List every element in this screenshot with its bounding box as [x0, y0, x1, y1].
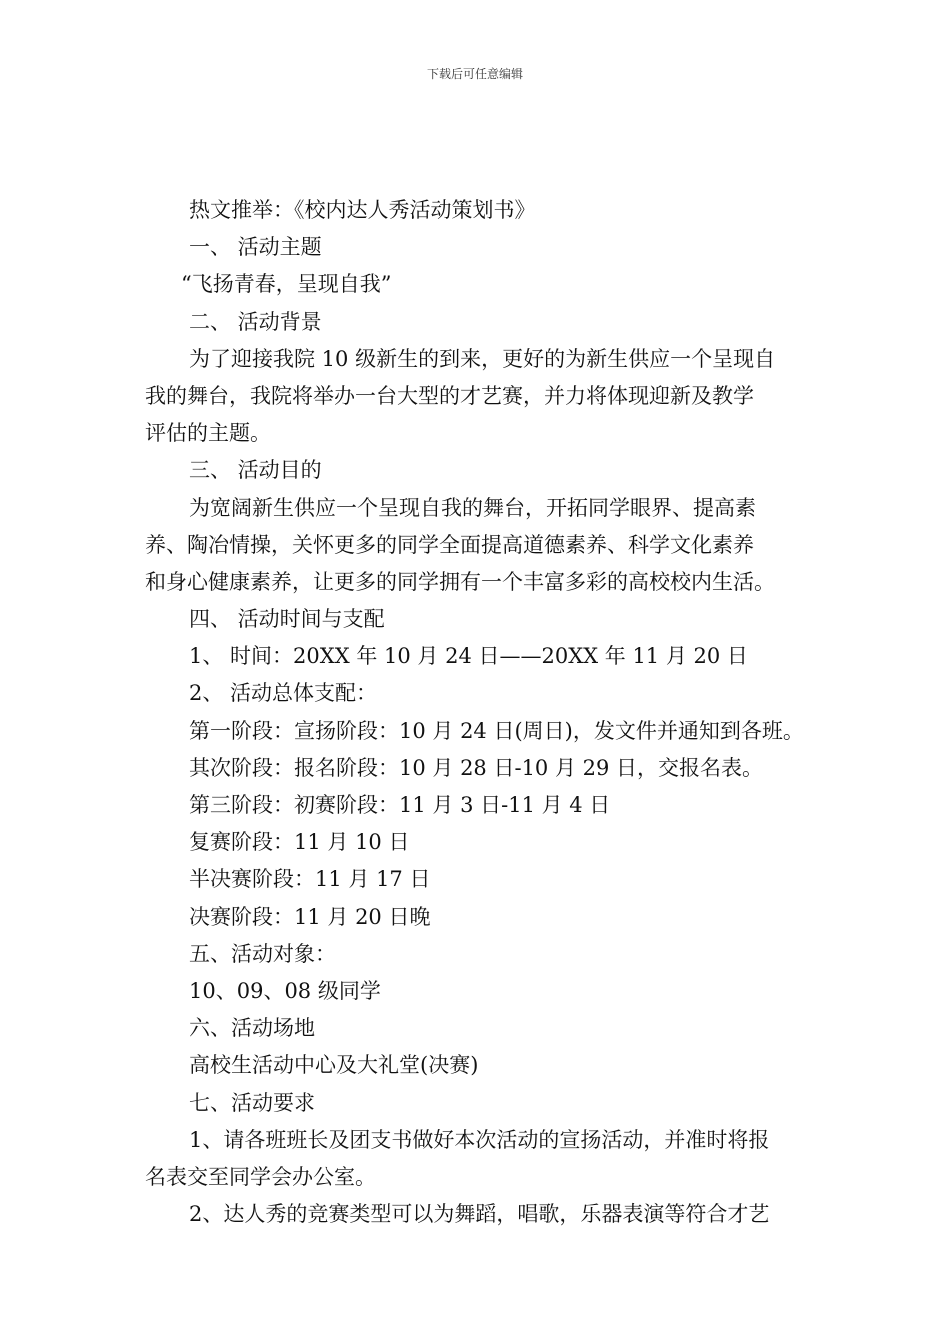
section-heading-background: 二、 活动背景	[189, 309, 322, 334]
requirement-paragraph-line: 2、达人秀的竞赛类型可以为舞蹈，唱歌，乐器表演等符合才艺	[189, 1202, 770, 1227]
background-paragraph-line: 我的舞台，我院将举办一台大型的才艺赛，并力将体现迎新及教学	[145, 383, 754, 408]
schedule-stage-line: 半决赛阶段：11 月 17 日	[189, 867, 431, 892]
purpose-paragraph-line: 养、陶冶情操，关怀更多的同学全面提高道德素养、科学文化素养	[145, 532, 754, 557]
schedule-overview-heading: 2、 活动总体支配：	[189, 681, 378, 706]
purpose-paragraph-line: 为宽阔新生供应一个呈现自我的舞台，开拓同学眼界、提高素	[189, 495, 756, 520]
section-heading-requirements: 七、活动要求	[189, 1090, 315, 1115]
recommended-article-line: 热文推举：《校内达人秀活动策划书》	[189, 198, 536, 222]
theme-slogan: “飞扬青春，呈现自我”	[181, 272, 392, 297]
section-heading-purpose: 三、 活动目的	[189, 458, 322, 483]
section-heading-schedule: 四、 活动时间与支配	[189, 607, 385, 632]
purpose-paragraph-line: 和身心健康素养，让更多的同学拥有一个丰富多彩的高校校内生活。	[145, 569, 775, 594]
requirement-paragraph-line: 名表交至同学会办公室。	[145, 1164, 376, 1189]
section-heading-venue: 六、活动场地	[189, 1016, 315, 1041]
section-heading-theme: 一、 活动主题	[189, 235, 322, 260]
requirement-paragraph-line: 1、请各班班长及团支书做好本次活动的宣扬活动，并准时将报	[189, 1127, 770, 1152]
schedule-stage-line: 第三阶段：初赛阶段：11 月 3 日-11 月 4 日	[189, 793, 611, 817]
schedule-stage-line: 第一阶段：宣扬阶段：10 月 24 日(周日)，发文件并通知到各班。	[189, 718, 804, 743]
background-paragraph-line: 为了迎接我院 10 级新生的到来，更好的为新生供应一个呈现自	[189, 346, 776, 371]
document-body	[145, 192, 815, 1233]
page-header-note: 下载后可任意编辑	[426, 67, 523, 81]
section-heading-participants: 五、活动对象：	[189, 941, 336, 966]
participants-line: 10、09、08 级同学	[189, 978, 381, 1003]
schedule-stage-line: 决赛阶段：11 月 20 日晚	[189, 904, 431, 929]
schedule-stage-line: 其次阶段：报名阶段：10 月 28 日-10 月 29 日，交报名表。	[189, 755, 764, 780]
schedule-time-line: 1、 时间：20XX 年 10 月 24 日——20XX 年 11 月 20 日	[189, 644, 748, 669]
background-paragraph-line: 评估的主题。	[145, 421, 271, 446]
schedule-stage-line: 复赛阶段：11 月 10 日	[189, 830, 410, 855]
venue-line: 高校生活动中心及大礼堂(决赛)	[189, 1053, 479, 1078]
